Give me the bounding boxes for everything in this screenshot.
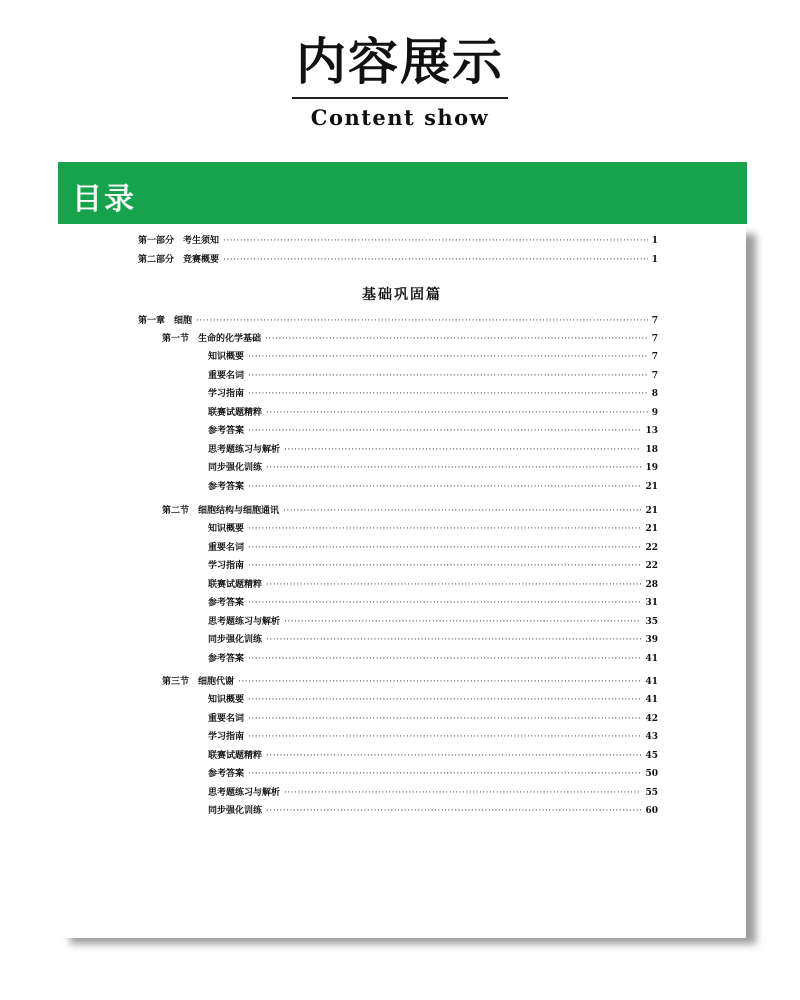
- leader-dots: [248, 350, 648, 364]
- leader-dots: [266, 749, 641, 763]
- toc-row-item[interactable]: [208, 559, 658, 573]
- toc-row-section[interactable]: [162, 504, 658, 518]
- title-underline: [292, 97, 508, 99]
- leader-dots: [284, 443, 641, 457]
- toc-row-item[interactable]: [208, 461, 658, 475]
- toc-row-item[interactable]: [208, 541, 658, 555]
- toc-page-number: 21: [645, 481, 658, 492]
- toc-label: 学习指南: [208, 732, 245, 742]
- toc-row-item[interactable]: [208, 350, 658, 364]
- toc-page-number: 22: [645, 542, 658, 553]
- leader-dots: [248, 480, 641, 494]
- toc-row-section[interactable]: [162, 332, 658, 346]
- toc-row-item[interactable]: [208, 633, 658, 647]
- leader-dots: [266, 461, 641, 475]
- toc-label: 学习指南: [208, 561, 245, 571]
- toc-page-number: 8: [651, 389, 658, 399]
- toc-page-number: 60: [645, 806, 658, 816]
- toc-page-number: 19: [645, 463, 658, 473]
- toc-row-item[interactable]: [208, 652, 658, 666]
- toc-page-number: 41: [645, 677, 658, 687]
- leader-dots: [223, 253, 648, 267]
- leader-dots: [196, 314, 648, 328]
- toc-page-number: 55: [645, 787, 658, 798]
- toc-row-item[interactable]: [208, 730, 658, 744]
- toc-label: 第三节 细胞代谢: [162, 677, 235, 687]
- toc-row-item[interactable]: [208, 693, 658, 707]
- leader-dots: [248, 730, 641, 744]
- toc-label: 思考题练习与解析: [208, 787, 281, 798]
- toc-label: 学习指南: [208, 389, 245, 399]
- toc-label: 联赛试题精粹: [208, 407, 263, 418]
- toc-label: 第二节 细胞结构与细胞通讯: [162, 506, 280, 516]
- toc-page-number: 42: [645, 713, 658, 724]
- leader-dots: [266, 804, 641, 818]
- toc-row-section[interactable]: [162, 675, 658, 689]
- toc-page-number: 7: [651, 370, 658, 381]
- toc-page-number: 28: [645, 579, 658, 590]
- toc-row-item[interactable]: [208, 522, 658, 536]
- toc-label: 参考答案: [208, 653, 245, 664]
- leader-dots: [248, 387, 648, 401]
- leader-dots: [248, 424, 641, 438]
- toc-page-number: 7: [651, 352, 658, 362]
- toc-page-number: 21: [645, 524, 658, 534]
- toc-page-number: 43: [645, 732, 658, 742]
- toc-page-number: 41: [645, 653, 658, 664]
- toc-page-number: 1: [651, 236, 658, 246]
- toc-list: [58, 224, 746, 938]
- toc-page-number: 1: [651, 255, 658, 265]
- toc-label: 知识概要: [208, 695, 245, 705]
- toc-row-item[interactable]: [208, 578, 658, 592]
- toc-label: 知识概要: [208, 352, 245, 362]
- toc-label: 参考答案: [208, 769, 245, 779]
- toc-row-item[interactable]: [208, 749, 658, 763]
- toc-label: 知识概要: [208, 524, 245, 534]
- toc-label: 联赛试题精粹: [208, 579, 263, 590]
- toc-label: 思考题练习与解析: [208, 616, 281, 627]
- toc-row-item[interactable]: [208, 767, 658, 781]
- leader-dots: [248, 652, 641, 666]
- toc-row-item[interactable]: [208, 480, 658, 494]
- toc-row-item[interactable]: [208, 786, 658, 800]
- toc-page-number: 21: [645, 506, 658, 516]
- leader-dots: [284, 786, 641, 800]
- toc-label: 思考题练习与解析: [208, 444, 281, 455]
- leader-dots: [266, 633, 641, 647]
- leader-dots: [248, 596, 641, 610]
- toc-page-number: 50: [645, 769, 658, 779]
- toc-row-item[interactable]: [208, 615, 658, 629]
- toc-row-intro[interactable]: [138, 234, 658, 248]
- toc-label: 重要名词: [208, 713, 245, 724]
- toc-page-number: 31: [645, 598, 658, 608]
- toc-row-chapter[interactable]: [138, 314, 658, 328]
- toc-label: 联赛试题精粹: [208, 750, 263, 761]
- leader-dots: [284, 615, 641, 629]
- toc-page-number: 9: [651, 407, 658, 418]
- toc-page-number: 45: [645, 750, 658, 761]
- toc-label: 同步强化训练: [208, 806, 263, 816]
- toc-label: 重要名词: [208, 542, 245, 553]
- leader-dots: [266, 578, 641, 592]
- toc-row-item[interactable]: [208, 387, 658, 401]
- toc-label: 第一节 生命的化学基础: [162, 334, 262, 344]
- toc-row-item[interactable]: [208, 369, 658, 383]
- leader-dots: [248, 369, 648, 383]
- toc-label: 参考答案: [208, 426, 245, 436]
- toc-page-number: 18: [645, 444, 658, 455]
- leader-dots: [265, 332, 648, 346]
- toc-label: 同步强化训练: [208, 635, 263, 645]
- leader-dots: [248, 559, 641, 573]
- toc-label: 重要名词: [208, 370, 245, 381]
- toc-row-item[interactable]: [208, 596, 658, 610]
- toc-row-item[interactable]: [208, 804, 658, 818]
- leader-dots: [238, 675, 641, 689]
- toc-page-number: 41: [645, 695, 658, 705]
- toc-label: 参考答案: [208, 598, 245, 608]
- leader-dots: [248, 712, 641, 726]
- leader-dots: [248, 767, 641, 781]
- toc-page-number: 7: [651, 316, 658, 326]
- toc-page-number: 7: [651, 334, 658, 344]
- leader-dots: [266, 406, 648, 420]
- leader-dots: [283, 504, 641, 518]
- page-subtitle: Content show: [310, 105, 490, 130]
- leader-dots: [248, 693, 641, 707]
- toc-label: 第一部分 考生须知: [138, 236, 220, 246]
- toc-row-item[interactable]: [208, 424, 658, 438]
- leader-dots: [248, 522, 641, 536]
- toc-label: 同步强化训练: [208, 463, 263, 473]
- page-title: 内容展示: [296, 32, 504, 91]
- toc-page: [58, 224, 746, 938]
- leader-dots: [223, 234, 648, 248]
- toc-label: 参考答案: [208, 481, 245, 492]
- toc-page-number: 39: [645, 635, 658, 645]
- toc-page-number: 22: [645, 561, 658, 571]
- toc-row-item[interactable]: [208, 406, 658, 420]
- page-header: [0, 30, 800, 130]
- toc-page-number: 13: [645, 426, 658, 436]
- toc-row-item[interactable]: [208, 712, 658, 726]
- toc-label: 第一章 细胞: [138, 316, 193, 326]
- leader-dots: [248, 541, 641, 555]
- toc-row-item[interactable]: [208, 443, 658, 457]
- toc-page-number: 35: [645, 616, 658, 627]
- toc-row-intro[interactable]: [138, 253, 658, 267]
- toc-banner: [58, 162, 747, 224]
- toc-label: 第二部分 竞赛概要: [138, 255, 220, 265]
- banner-title: 目录: [72, 182, 136, 217]
- part-heading: 基础巩固篇: [362, 287, 442, 303]
